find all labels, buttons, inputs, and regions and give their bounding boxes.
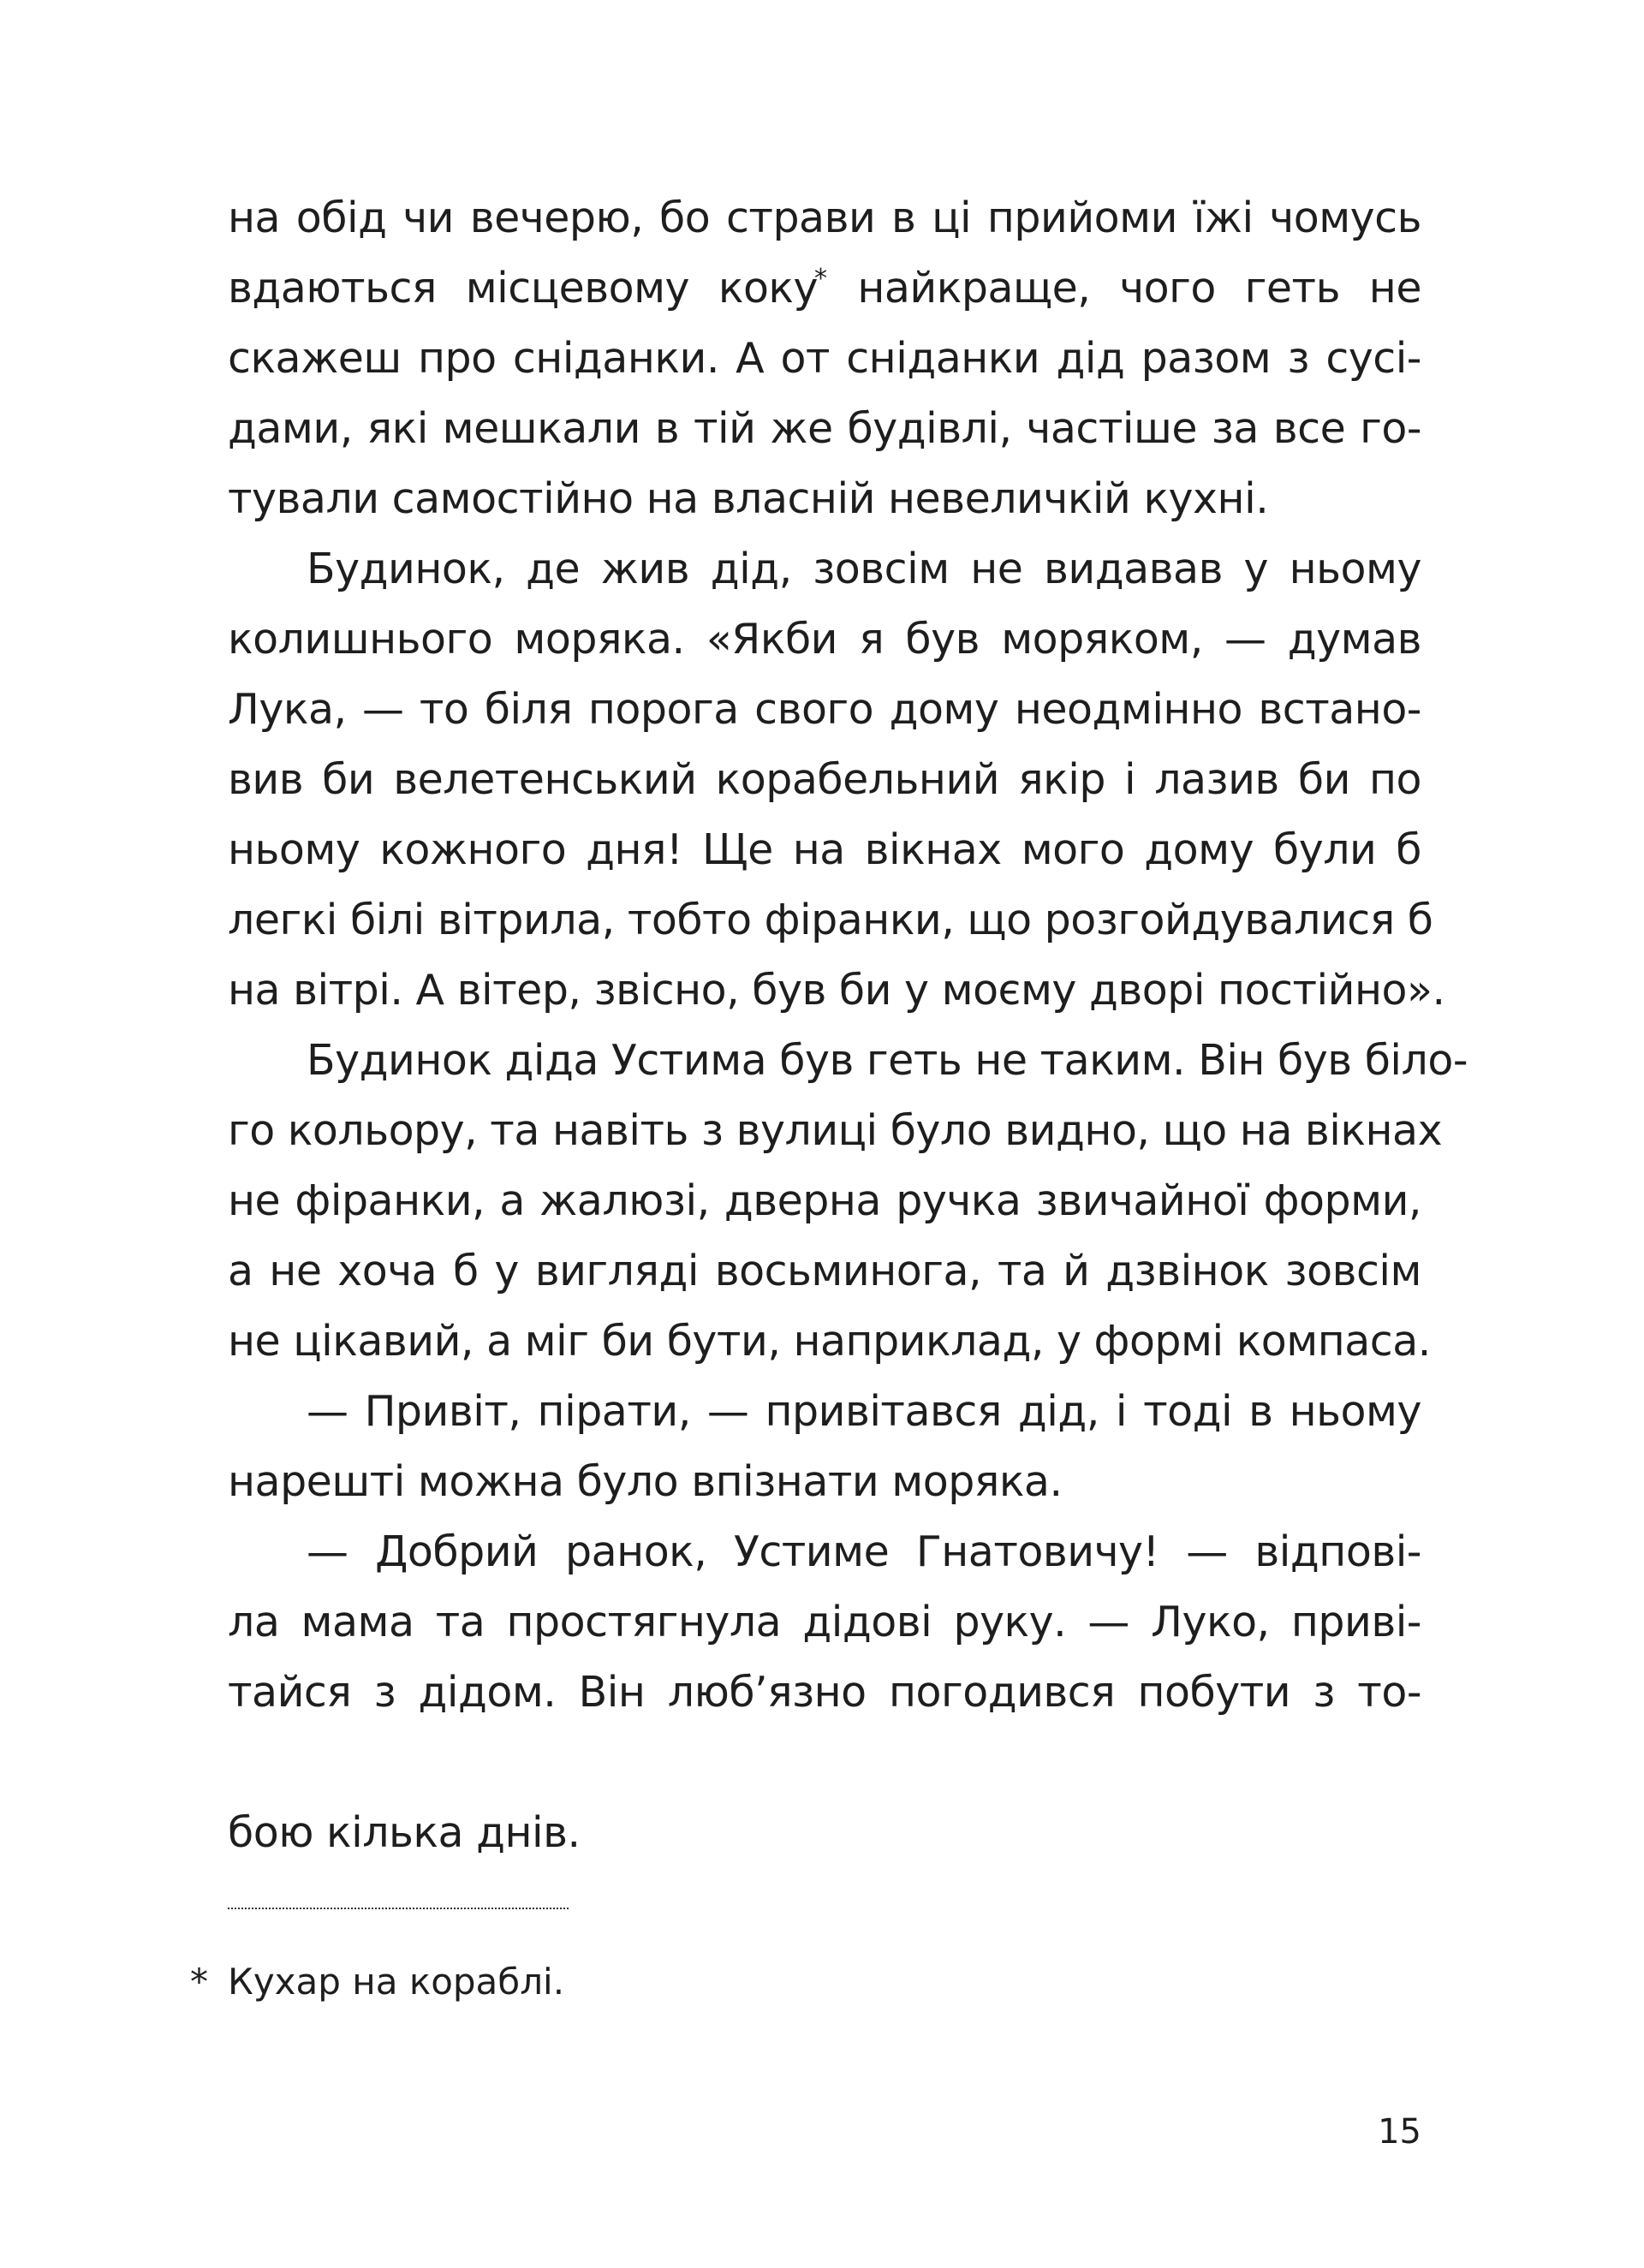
- footnote-text: Кухар на кораблі.: [228, 1961, 565, 2003]
- text-line: бою кілька днів.: [228, 1808, 581, 1857]
- text-line: не цікавий, а міг би бути, наприклад, у формі компаса.: [228, 1317, 1431, 1366]
- footnote-separator: [228, 1908, 569, 1909]
- text-segment: вдаються місцевому коку: [228, 264, 819, 313]
- text-line: тайся з дідом. Він люб’язно погодився побути з то-: [228, 1668, 1421, 1717]
- text-line: скажеш про сніданки. А от сніданки дід разом з сусі-: [228, 334, 1421, 383]
- text-line: дами, які мешкали в тій же будівлі, частіше за все го-: [228, 404, 1421, 453]
- footnote-star: *: [190, 1961, 208, 2003]
- text-line: Будинок діда Устима був геть не таким. Він був біло-: [307, 1036, 1468, 1085]
- text-line: — Привіт, пірати, — привітався дід, і тоді в ньому: [307, 1387, 1421, 1436]
- text-line: [228, 253, 1421, 324]
- text-line: Будинок, де жив дід, зовсім не видавав у ньому: [307, 545, 1421, 593]
- text-line: ньому кожного дня! Ще на вікнах мого дому були б: [228, 825, 1421, 874]
- text-line: вив би велетенський корабельний якір і лазив би по: [228, 755, 1421, 804]
- text-line: а не хоча б у вигляді восьминога, та й дзвінок зовсім: [228, 1247, 1421, 1295]
- page-number: 15: [1378, 2112, 1421, 2152]
- text-line: — Добрий ранок, Устиме Гнатовичу! — відпові-: [307, 1527, 1421, 1576]
- footnote: [190, 1952, 564, 2012]
- text-line: ла мама та простягнула дідові руку. — Луко, приві-: [228, 1598, 1421, 1646]
- text-line: го кольору, та навіть з вулиці було видно, що на вікнах: [228, 1106, 1443, 1155]
- footnote-marker: *: [814, 264, 827, 294]
- text-line: не фіранки, а жалюзі, дверна ручка звичайної форми,: [228, 1176, 1421, 1225]
- text-segment: найкраще, чого геть не: [828, 264, 1421, 313]
- text-line: колишнього моряка. «Якби я був моряком, — думав: [228, 615, 1421, 664]
- text-line: тували самостійно на власній невеличкій кухні.: [228, 474, 1269, 523]
- text-line: на вітрі. А вітер, звісно, був би у моєму дворі постійно».: [228, 966, 1445, 1015]
- text-line: нарешті можна було впізнати моряка.: [228, 1457, 1063, 1506]
- text-line: Лука, — то біля порога свого дому неодмінно встано-: [228, 685, 1421, 734]
- text-line: легкі білі вітрила, тобто фіранки, що розгойдувалися б: [228, 896, 1433, 944]
- text-line: на обід чи вечерю, бо страви в ці прийоми їжі чомусь: [228, 193, 1421, 242]
